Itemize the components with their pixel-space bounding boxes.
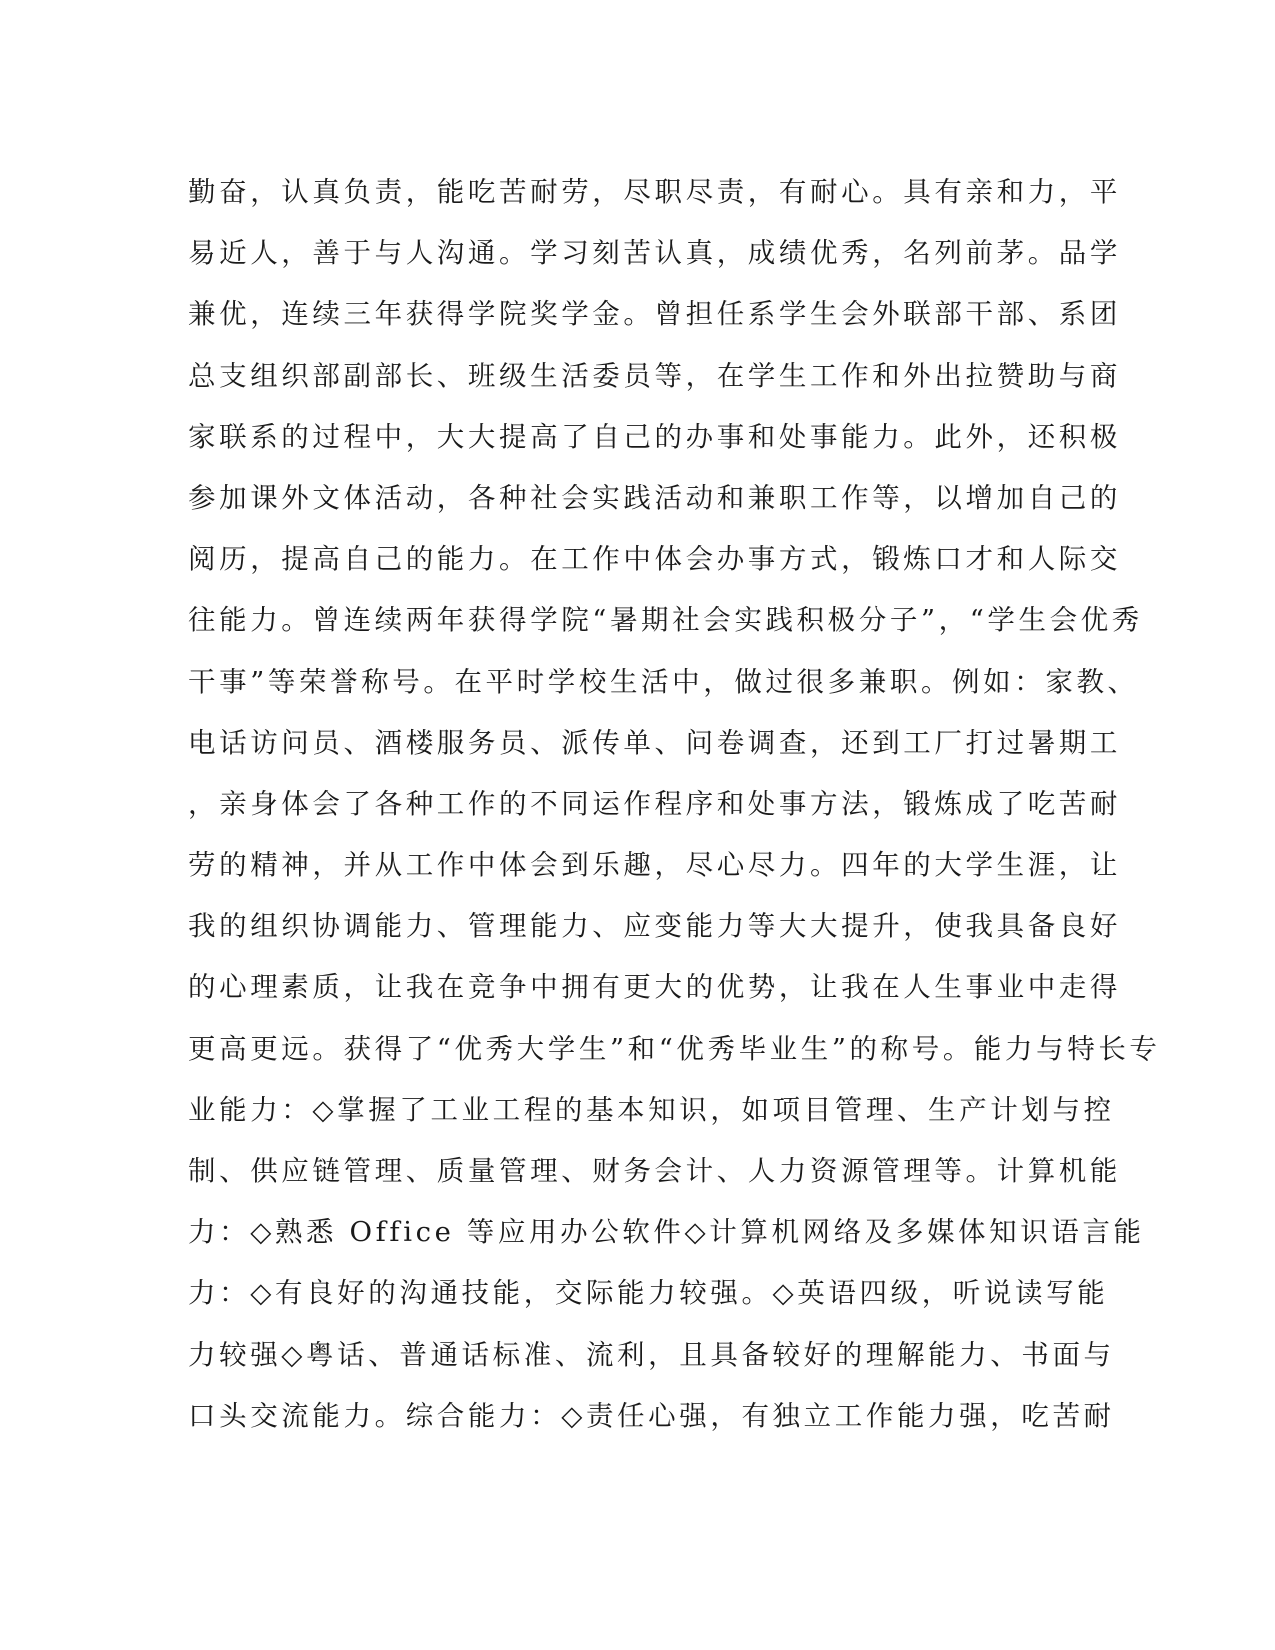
text-line: 往能力。曾连续两年获得学院“暑期社会实践积极分子”，“学生会优秀 — [188, 604, 1143, 637]
body-text — [188, 162, 1161, 1447]
text-line: 劳的精神，并从工作中体会到乐趣，尽心尽力。四年的大学生涯，让 — [188, 849, 1121, 882]
text-line: 干事”等荣誉称号。在平时学校生活中，做过很多兼职。例如：家教、 — [188, 665, 1139, 698]
text-line: 制、供应链管理、质量管理、财务会计、人力资源管理等。计算机能 — [188, 1155, 1121, 1187]
text-line: 力较强◇粤话、普通话标准、流利，且具备较好的理解能力、书面与 — [188, 1338, 1115, 1371]
text-line: 家联系的过程中，大大提高了自己的办事和处事能力。此外，还积极 — [188, 420, 1121, 453]
text-line: ，亲身体会了各种工作的不同运作程序和处事方法，锻炼成了吃苦耐 — [188, 787, 1121, 820]
text-line: 总支组织部副部长、班级生活委员等，在学生工作和外出拉赞助与商 — [188, 359, 1121, 392]
text-line: 电话访问员、酒楼服务员、派传单、问卷调查，还到工厂打过暑期工 — [188, 726, 1121, 759]
text-line: 力：◇有良好的沟通技能，交际能力较强。◇英语四级，听说读写能 — [188, 1277, 1109, 1310]
text-line: 勤奋，认真负责，能吃苦耐劳，尽职尽责，有耐心。具有亲和力，平 — [188, 176, 1121, 208]
text-line: 力：◇熟悉 Office 等应用办公软件◇计算机网络及多媒体知识语言能 — [188, 1216, 1145, 1249]
text-line: 业能力：◇掌握了工业工程的基本知识，如项目管理、生产计划与控 — [188, 1093, 1115, 1126]
text-line: 易近人，善于与人沟通。学习刻苦认真，成绩优秀，名列前茅。品学 — [188, 237, 1121, 270]
text-line: 我的组织协调能力、管理能力、应变能力等大大提升，使我具备良好 — [188, 910, 1121, 943]
text-line: 口头交流能力。综合能力：◇责任心强，有独立工作能力强，吃苦耐 — [188, 1399, 1115, 1432]
text-line: 兼优，连续三年获得学院奖学金。曾担任系学生会外联部干部、系团 — [188, 298, 1121, 331]
text-line: 更高更远。获得了“优秀大学生”和“优秀毕业生”的称号。能力与特长专 — [188, 1032, 1161, 1065]
text-line: 阅历，提高自己的能力。在工作中体会办事方式，锻炼口才和人际交 — [188, 543, 1121, 576]
text-line: 的心理素质，让我在竞争中拥有更大的优势，让我在人生事业中走得 — [188, 971, 1121, 1004]
text-line: 参加课外文体活动，各种社会实践活动和兼职工作等，以增加自己的 — [188, 481, 1121, 514]
